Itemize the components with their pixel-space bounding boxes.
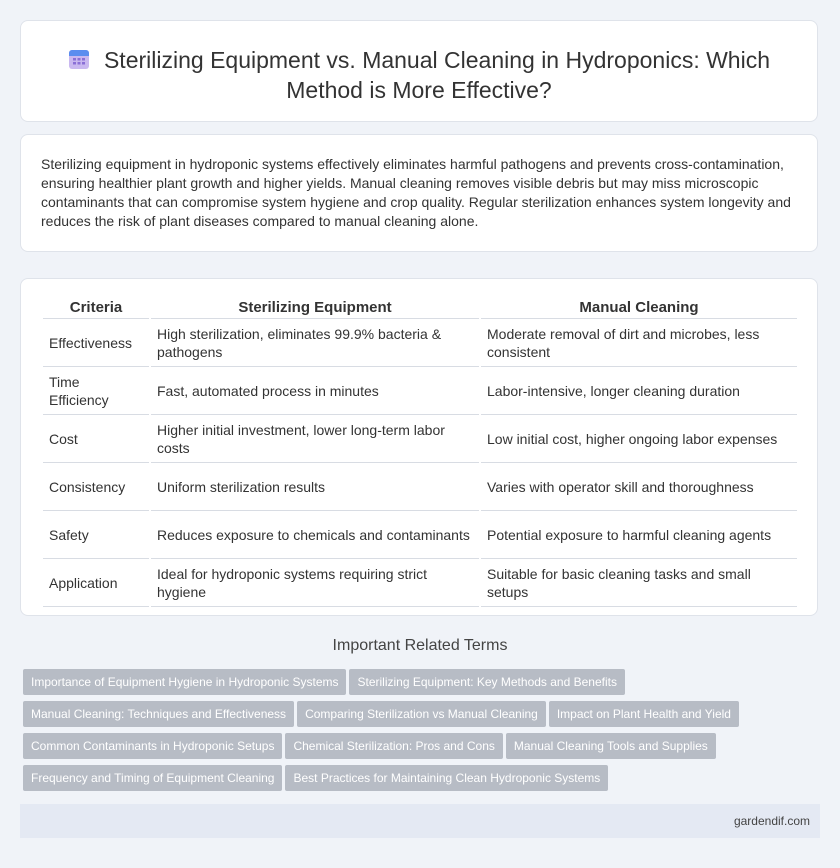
header-sterilizing: Sterilizing Equipment bbox=[151, 294, 479, 319]
title-card bbox=[20, 20, 818, 122]
table-cell: Safety bbox=[43, 511, 149, 559]
tag-row bbox=[23, 669, 823, 695]
intro-paragraph: Sterilizing equipment in hydroponic systems effectively eliminates harmful pathogens and prevents cross-contamination, ensuring healthier plant growth and higher yields. Manual cleaning removes visible debris but may miss microscopic contaminants that can compromise system hygiene and crop quality. Regular sterilization enhances system longevity and reduces the risk of plant diseases compared to manual cleaning alone. bbox=[41, 156, 791, 229]
related-terms-list bbox=[23, 669, 823, 797]
related-term-tag[interactable]: Common Contaminants in Hydroponic Setups bbox=[23, 733, 282, 759]
table-cell: Potential exposure to harmful cleaning agents bbox=[481, 511, 797, 559]
table-cell: Varies with operator skill and thoroughness bbox=[481, 463, 797, 511]
table-row bbox=[43, 559, 797, 607]
comparison-card bbox=[20, 278, 818, 616]
table-row bbox=[43, 415, 797, 463]
table-row bbox=[43, 367, 797, 415]
table-cell: Fast, automated process in minutes bbox=[151, 367, 479, 415]
related-term-tag[interactable]: Chemical Sterilization: Pros and Cons bbox=[285, 733, 502, 759]
table-header-row bbox=[43, 294, 797, 319]
related-term-tag[interactable]: Importance of Equipment Hygiene in Hydroponic Systems bbox=[23, 669, 346, 695]
related-term-tag[interactable]: Frequency and Timing of Equipment Cleaning bbox=[23, 765, 282, 791]
title-line-2: Method is More Effective? bbox=[286, 77, 552, 103]
table-cell: Time Efficiency bbox=[43, 367, 149, 415]
table-cell: High sterilization, eliminates 99.9% bacteria & pathogens bbox=[151, 319, 479, 367]
title-line-1: Sterilizing Equipment vs. Manual Cleaning in Hydroponics: Which bbox=[103, 47, 771, 73]
table-cell: Low initial cost, higher ongoing labor expenses bbox=[481, 415, 797, 463]
table-cell: Uniform sterilization results bbox=[151, 463, 479, 511]
tag-row bbox=[23, 765, 823, 791]
related-term-tag[interactable]: Impact on Plant Health and Yield bbox=[549, 701, 739, 727]
table-cell: Higher initial investment, lower long-term labor costs bbox=[151, 415, 479, 463]
page-title bbox=[21, 45, 817, 105]
related-term-tag[interactable]: Best Practices for Maintaining Clean Hydroponic Systems bbox=[285, 765, 608, 791]
table-cell: Moderate removal of dirt and microbes, less consistent bbox=[481, 319, 797, 367]
table-cell: Application bbox=[43, 559, 149, 607]
table-cell: Suitable for basic cleaning tasks and small setups bbox=[481, 559, 797, 607]
related-term-tag[interactable]: Manual Cleaning Tools and Supplies bbox=[506, 733, 716, 759]
table-cell: Consistency bbox=[43, 463, 149, 511]
header-criteria: Criteria bbox=[43, 294, 149, 319]
table-row bbox=[43, 463, 797, 511]
table-cell: Reduces exposure to chemicals and contaminants bbox=[151, 511, 479, 559]
calendar-icon bbox=[68, 48, 90, 70]
related-term-tag[interactable]: Comparing Sterilization vs Manual Cleaning bbox=[297, 701, 546, 727]
comparison-table bbox=[41, 294, 799, 607]
related-term-tag[interactable]: Manual Cleaning: Techniques and Effectiveness bbox=[23, 701, 294, 727]
table-cell: Labor-intensive, longer cleaning duration bbox=[481, 367, 797, 415]
footer-bar bbox=[20, 804, 820, 838]
tag-row bbox=[23, 733, 823, 759]
intro-card bbox=[20, 134, 818, 252]
table-cell: Ideal for hydroponic systems requiring strict hygiene bbox=[151, 559, 479, 607]
related-term-tag[interactable]: Sterilizing Equipment: Key Methods and Benefits bbox=[349, 669, 624, 695]
table-cell: Cost bbox=[43, 415, 149, 463]
header-manual: Manual Cleaning bbox=[481, 294, 797, 319]
table-row bbox=[43, 319, 797, 367]
related-terms-heading: Important Related Terms bbox=[332, 637, 508, 654]
table-row bbox=[43, 511, 797, 559]
footer-site-link[interactable]: gardendif.com bbox=[733, 814, 810, 828]
tag-row bbox=[23, 701, 823, 727]
table-cell: Effectiveness bbox=[43, 319, 149, 367]
